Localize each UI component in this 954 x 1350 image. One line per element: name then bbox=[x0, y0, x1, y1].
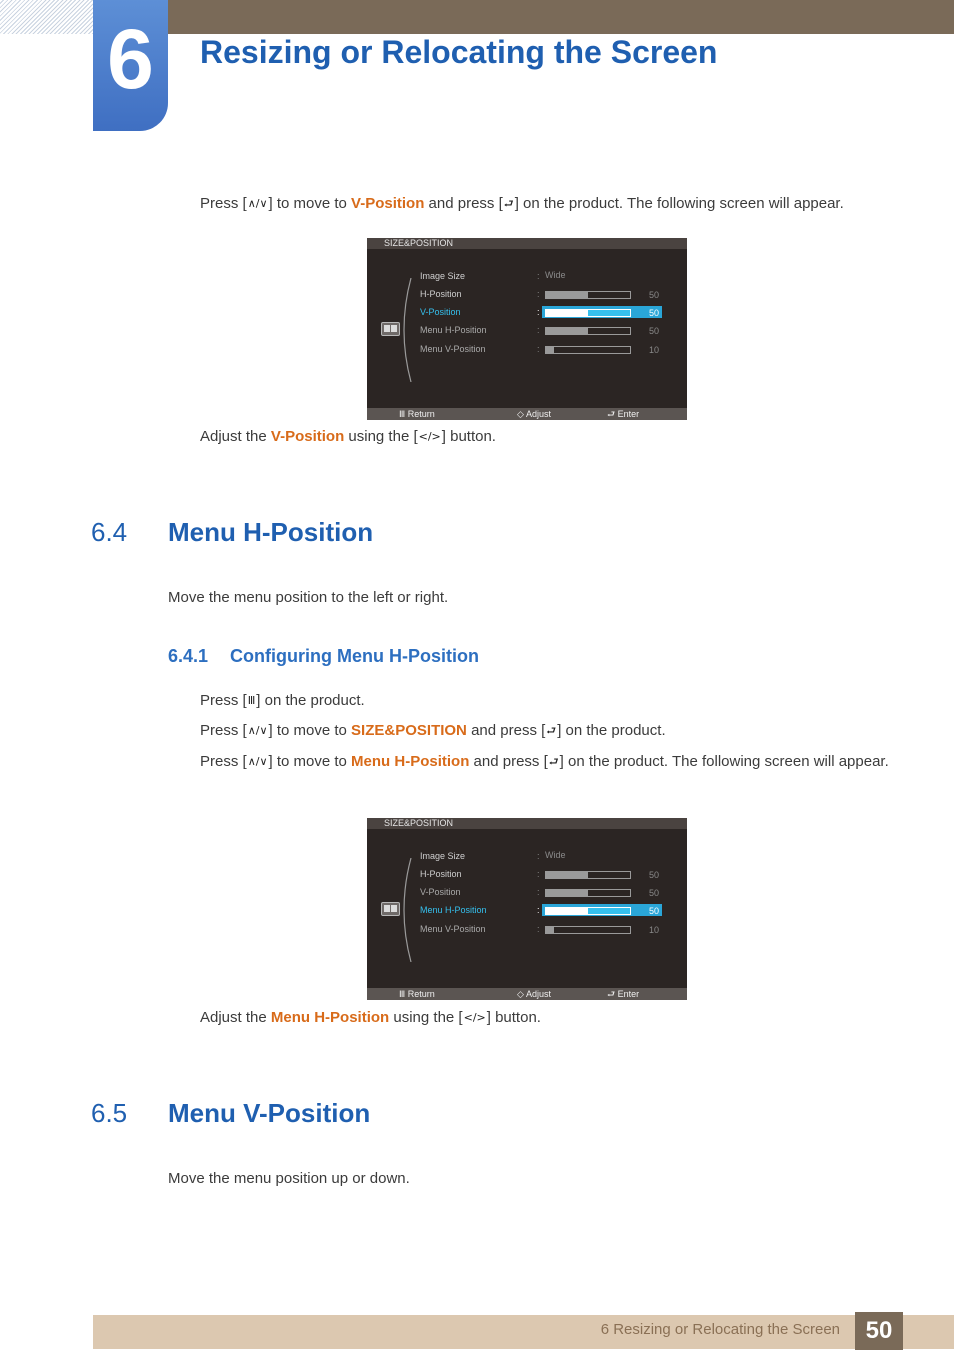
updown-button-icon: ∧/∨ bbox=[247, 755, 268, 768]
leftright-button-icon: </> bbox=[463, 1011, 486, 1024]
osd-separator: : bbox=[537, 869, 540, 879]
chapter-title: Resizing or Relocating the Screen bbox=[200, 34, 718, 70]
osd-level-number: 50 bbox=[649, 888, 660, 898]
osd-value: Wide bbox=[545, 850, 566, 860]
osd-header bbox=[367, 818, 687, 829]
osd-menu-item[interactable]: Image Size bbox=[420, 271, 466, 281]
osd-return-hint: Ⅲ Return bbox=[399, 989, 435, 1000]
osd-separator: : bbox=[537, 307, 540, 317]
enter-icon: ⮐ bbox=[607, 410, 616, 420]
osd-level-fill bbox=[546, 310, 588, 316]
osd-enter-hint: ⮐ Enter bbox=[607, 409, 640, 420]
size-position-icon bbox=[381, 322, 400, 336]
osd-value: Wide bbox=[545, 270, 566, 280]
osd-menu-item[interactable]: V-Position bbox=[420, 307, 461, 317]
osd-title: SIZE&POSITION bbox=[384, 238, 454, 248]
osd-menu-item[interactable]: V-Position bbox=[420, 887, 461, 897]
osd-level-fill bbox=[546, 328, 588, 334]
footer-chapter-label: 6 Resizing or Relocating the Screen bbox=[600, 1321, 840, 1338]
osd-level-fill bbox=[546, 292, 588, 298]
osd-menu-item[interactable]: H-Position bbox=[420, 289, 462, 299]
osd-menu-item[interactable]: H-Position bbox=[420, 869, 462, 879]
osd-level-fill bbox=[546, 347, 554, 353]
osd-level-bar bbox=[545, 309, 631, 317]
osd-level-number: 50 bbox=[649, 906, 660, 916]
enter-button-icon: ⮐ bbox=[548, 755, 559, 768]
leftright-icon: ◇ bbox=[517, 990, 524, 1000]
osd-level-number: 10 bbox=[649, 345, 660, 355]
leftright-button-icon: </> bbox=[418, 430, 441, 443]
osd-footer bbox=[367, 988, 687, 1000]
osd-level-number: 50 bbox=[649, 326, 660, 336]
osd-level-number: 10 bbox=[649, 925, 660, 935]
osd-level-bar bbox=[545, 871, 631, 879]
osd-enter-hint: ⮐ Enter bbox=[607, 989, 640, 1000]
osd-level-number: 50 bbox=[649, 290, 660, 300]
adjust-instruction-menu-hposition: Adjust the Menu H-Position using the [</>] button. bbox=[200, 1009, 541, 1026]
osd-separator: : bbox=[537, 924, 540, 934]
osd-adjust-hint: ◇ Adjust bbox=[517, 409, 551, 420]
osd-menu-item[interactable]: Menu H-Position bbox=[420, 325, 487, 335]
osd-separator: : bbox=[537, 905, 540, 915]
section-title: Menu V-Position bbox=[168, 1098, 371, 1128]
osd-level-fill bbox=[546, 927, 554, 933]
menu-icon: Ⅲ bbox=[399, 410, 406, 420]
osd-separator: : bbox=[537, 851, 540, 861]
osd-menu-item[interactable]: Menu H-Position bbox=[420, 905, 487, 915]
osd-level-bar bbox=[545, 926, 631, 934]
step-select-size-position: Press [∧/∨] to move to SIZE&POSITION and press [⮐] on the product. bbox=[200, 722, 666, 739]
section-description: Move the menu position to the left or right. bbox=[168, 589, 449, 606]
step-select-menu-hposition: Press [∧/∨] to move to Menu H-Position and press [⮐] on the product. The following screen will appear. bbox=[200, 753, 889, 770]
osd-menu-item[interactable]: Menu V-Position bbox=[420, 924, 486, 934]
osd-screenshot-menu-hposition bbox=[367, 818, 687, 1000]
osd-screenshot-vposition bbox=[367, 238, 687, 420]
osd-level-bar bbox=[545, 907, 631, 915]
osd-return-hint: Ⅲ Return bbox=[399, 409, 435, 420]
osd-level-bar bbox=[545, 327, 631, 335]
header-bar bbox=[168, 0, 954, 34]
size-position-icon bbox=[381, 902, 400, 916]
osd-title: SIZE&POSITION bbox=[384, 818, 454, 828]
menu-icon: Ⅲ bbox=[399, 990, 406, 1000]
osd-separator: : bbox=[537, 325, 540, 335]
section-number: 6.4 bbox=[91, 517, 128, 547]
osd-level-fill bbox=[546, 908, 588, 914]
osd-curve-decoration bbox=[401, 858, 413, 962]
section-title: Menu H-Position bbox=[168, 517, 374, 547]
step-target-label: SIZE&POSITION bbox=[351, 722, 467, 739]
osd-level-number: 50 bbox=[649, 308, 660, 318]
chapter-number-tab: 6 bbox=[93, 0, 168, 131]
section-description: Move the menu position up or down. bbox=[168, 1170, 410, 1187]
page-number: 50 bbox=[855, 1312, 903, 1350]
menu-button-icon: Ⅲ bbox=[247, 694, 256, 707]
step-press-menu: Press [Ⅲ] on the product. bbox=[200, 692, 365, 709]
osd-curve-decoration bbox=[401, 278, 413, 382]
section-number: 6.5 bbox=[91, 1098, 128, 1128]
subsection-title: Configuring Menu H-Position bbox=[230, 646, 479, 666]
adjust-instruction-vposition: Adjust the V-Position using the [</>] button. bbox=[200, 428, 496, 445]
osd-separator: : bbox=[537, 271, 540, 281]
leftright-icon: ◇ bbox=[517, 410, 524, 420]
subsection-number: 6.4.1 bbox=[168, 646, 209, 666]
intro-target-label: V-Position bbox=[351, 195, 425, 212]
osd-separator: : bbox=[537, 289, 540, 299]
step-target-label: Menu H-Position bbox=[351, 753, 470, 770]
osd-menu-item[interactable]: Menu V-Position bbox=[420, 344, 486, 354]
osd-level-fill bbox=[546, 890, 588, 896]
osd-level-bar bbox=[545, 291, 631, 299]
header-hatch-decoration bbox=[0, 0, 93, 34]
enter-icon: ⮐ bbox=[607, 990, 616, 1000]
osd-level-bar bbox=[545, 346, 631, 354]
adjust-target-label: V-Position bbox=[270, 428, 345, 445]
osd-level-number: 50 bbox=[649, 870, 660, 880]
osd-separator: : bbox=[537, 344, 540, 354]
osd-level-bar bbox=[545, 889, 631, 897]
osd-menu-item[interactable]: Image Size bbox=[420, 851, 466, 861]
intro-instruction: Press [∧/∨] to move to V-Position and press [⮐] on the product. The following screen will appear. bbox=[200, 195, 844, 212]
adjust-target-label: Menu H-Position bbox=[270, 1009, 390, 1026]
osd-adjust-hint: ◇ Adjust bbox=[517, 989, 551, 1000]
enter-button-icon: ⮐ bbox=[503, 197, 514, 210]
osd-header bbox=[367, 238, 687, 249]
updown-button-icon: ∧/∨ bbox=[247, 197, 268, 210]
updown-button-icon: ∧/∨ bbox=[247, 724, 268, 737]
osd-level-fill bbox=[546, 872, 588, 878]
enter-button-icon: ⮐ bbox=[546, 724, 557, 737]
osd-footer bbox=[367, 408, 687, 420]
osd-separator: : bbox=[537, 887, 540, 897]
